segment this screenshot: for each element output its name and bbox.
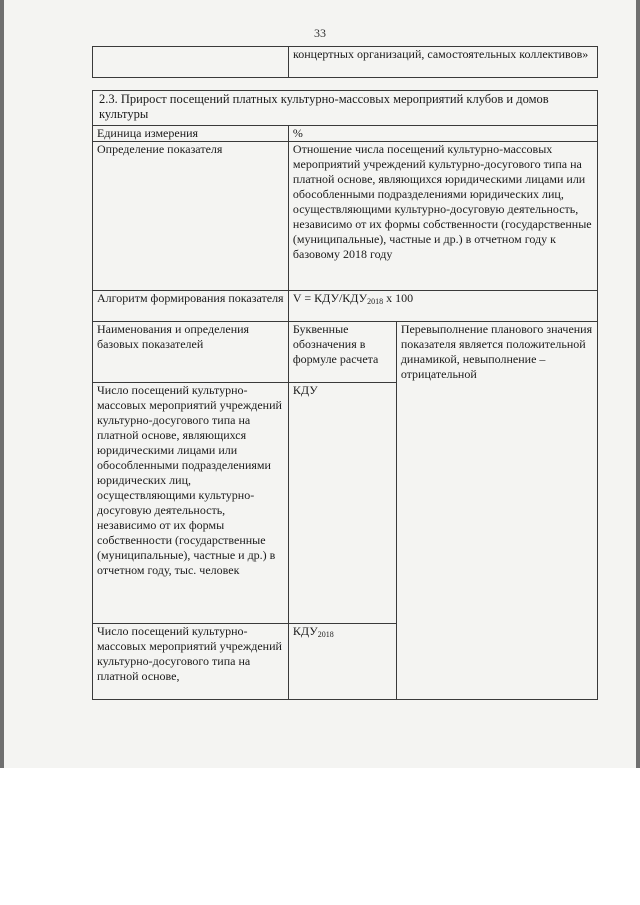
section-title: 2.3. Прирост посещений платных культурно-массовых мероприятий клубов и домов культуры — [93, 91, 598, 126]
symbol-main: КДУ — [292, 624, 318, 638]
letters-header: Буквенные обозначения в формуле расчета — [288, 322, 396, 383]
continuation-table — [92, 46, 598, 78]
definition-label: Определение показателя — [93, 142, 289, 291]
definition-row — [93, 142, 598, 291]
base-2018-symbol — [288, 624, 396, 700]
base-2018-label: Число посещений культурно-массовых мероприятий учреждений культурно-досугового типа на платной основе, — [93, 624, 289, 700]
continuation-empty-cell — [93, 47, 289, 78]
section-title-row — [93, 91, 598, 126]
unit-value: % — [288, 126, 597, 142]
algorithm-label: Алгоритм формирования показателя — [93, 291, 289, 322]
unit-label: Единица измерения — [93, 126, 289, 142]
page-number: 33 — [314, 26, 326, 40]
evaluation-note: Перевыполнение планового значения показателя является положительной динамикой, невыполнение – отрицательной — [396, 322, 597, 700]
continuation-text: концертных организаций, самостоятельных коллективов» — [289, 47, 598, 78]
unit-row — [93, 126, 598, 142]
base-current-label: Число посещений культурно-массовых мероприятий учреждений культурно-досугового типа на платной основе, являющихся юридическими лицами или обособленными подразделениями юридических лиц, осуществляющими культурно-досуговую деятельность, независимо от их формы собственности (государственные (муниципальные), частные и др.) в отчетном году, тыс. человек — [93, 383, 289, 624]
formula-main: V = КДУ/КДУ — [292, 291, 368, 305]
base-current-symbol: КДУ — [288, 383, 396, 624]
definition-value: Отношение числа посещений культурно-массовых мероприятий учреждений культурно-досугового типа на платной основе, являющихся юридическими лицами или обособленными подразделениями юридических лиц, осуществляющими культурно-досуговую деятельность, независимо от их формы собственности (государственные (муниципальные), частные и др.) в отчетном году к базовому 2018 году — [288, 142, 597, 291]
formula-multiplier: х 100 — [383, 291, 414, 305]
indicator-table — [92, 90, 598, 700]
algorithm-formula — [288, 291, 597, 322]
base-header-row — [93, 322, 598, 383]
base-names-header: Наименования и определения базовых показателей — [93, 322, 289, 383]
formula-base-year: 2018 — [367, 297, 384, 306]
continuation-row — [93, 47, 598, 78]
algorithm-row — [93, 291, 598, 322]
scan-edge-right — [636, 0, 640, 768]
symbol-base-year: 2018 — [317, 630, 334, 639]
scan-edge-left — [0, 0, 4, 768]
